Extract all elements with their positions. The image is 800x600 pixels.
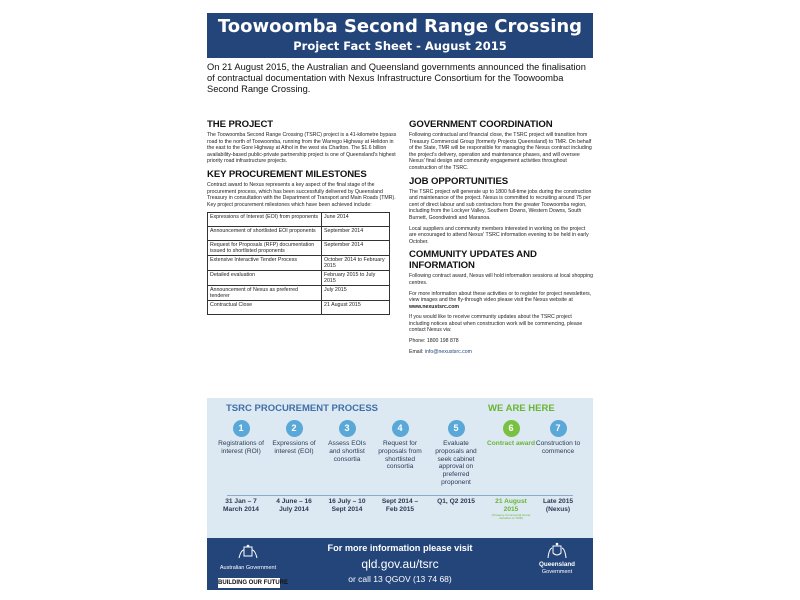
- milestone-item: Expressions of Interest (EOI) from proponents: [208, 213, 322, 227]
- milestone-date: September 2014: [322, 227, 390, 241]
- step-number-circle: 2: [286, 420, 303, 437]
- email-link[interactable]: info@nexustsrc.com: [424, 348, 472, 355]
- table-row: [208, 301, 390, 315]
- table-row: [208, 241, 390, 256]
- step-label: Expressions of interest (EOI): [272, 440, 316, 455]
- jobs-heading: JOB OPPORTUNITIES: [409, 175, 509, 187]
- process-title: TSRC PROCUREMENT PROCESS: [226, 403, 379, 414]
- queensland-label: Queensland: [538, 561, 576, 568]
- step-number-circle: 1: [233, 420, 250, 437]
- community-body-2-text: For more information about these activities or to register for project newsletters, view images and the fly-through video please visit the Nexus website at: [409, 290, 592, 304]
- coordination-body: Following contractual and financial close, the TSRC project will transition from Treasury Commercial Group (formerly Projects Queensland) to TMR. On behalf of the State, TMR will be responsible for managing the Nexus contract including the project's delivery, operation and maintenance phases, and will oversee Nexus' final design and community engagement activities throughout construction of the TSRC.: [409, 132, 592, 171]
- milestone-item: Extensive Interactive Tender Process: [208, 256, 322, 271]
- header-banner: [207, 13, 593, 58]
- milestone-item: Request for Proposals (RFP) documentation issued to shortlisted proponents: [208, 241, 322, 256]
- we-are-here-label: WE ARE HERE: [488, 403, 555, 414]
- website-url[interactable]: qld.gov.au/tsrc: [361, 557, 439, 571]
- milestone-date: 21 August 2015: [322, 301, 390, 315]
- step-label: Construction to commence: [535, 440, 581, 455]
- page-subtitle: Project Fact Sheet - August 2015: [293, 39, 507, 53]
- milestone-date: June 2014: [322, 213, 390, 227]
- intro-paragraph: On 21 August 2015, the Australian and Queensland governments announced the finalisation of contractual documentation with Nexus Infrastructure Consortium for the Toowoomba Second Range Crossing.: [207, 62, 586, 94]
- step-label: Request for proposals from shortlisted consortia: [378, 440, 422, 471]
- qgov-phone: or call 13 QGOV (13 74 68): [348, 574, 452, 584]
- community-body-2: [409, 291, 593, 311]
- community-heading: COMMUNITY UPDATES AND INFORMATION: [409, 249, 537, 272]
- community-body-1: Following contract award, Nexus will hold information sessions at local shopping centres.: [409, 273, 593, 286]
- email-line: [409, 349, 593, 356]
- step-date: 16 July – 10 Sept 2014: [328, 498, 366, 513]
- table-row: [208, 213, 390, 227]
- process-step: [270, 420, 318, 456]
- step-number-circle: 6: [503, 420, 520, 437]
- queensland-coat-of-arms-icon: [546, 542, 568, 560]
- milestone-date: July 2015: [322, 286, 390, 301]
- step-number-circle: 4: [392, 420, 409, 437]
- table-row: [208, 271, 390, 286]
- step-date: Q1, Q2 2015: [437, 498, 475, 505]
- government-label: Government: [541, 569, 573, 575]
- milestones-body: Contract award to Nexus represents a key aspect of the final stage of the procurement process, which has been successfully delivered by Queensland Treasury in consultation with the Department of Transport and Main Roads (TMR). Key project procurement milestones which have been achieved include:: [207, 181, 396, 208]
- milestone-item: Detailed evaluation: [208, 271, 322, 286]
- step-label: Assess EOIs and shortlist consortia: [328, 440, 366, 463]
- step-date: Late 2015 (Nexus): [542, 498, 574, 513]
- nexus-website-link[interactable]: www.nexustsrc.com: [409, 303, 459, 310]
- right-column: [409, 119, 593, 359]
- milestones-table: [207, 212, 390, 315]
- email-label: Email:: [409, 348, 425, 355]
- step-date-note: (Treasury Commercial Group transition to TMR): [491, 512, 531, 521]
- step-number-circle: 3: [339, 420, 356, 437]
- milestone-date: September 2014: [322, 241, 390, 256]
- process-step-current: [487, 420, 535, 448]
- step-label: Registrations of interest (ROI): [218, 440, 264, 455]
- footer-banner: [207, 538, 593, 590]
- community-body-3: If you would like to receive community updates about the TSRC project including notices about when construction work will be commencing, please contact Nexus via:: [409, 314, 583, 334]
- milestone-item: Contractual Close: [208, 301, 322, 315]
- process-step: [323, 420, 371, 463]
- process-step: [376, 420, 424, 471]
- table-row: [208, 256, 390, 271]
- step-date: 4 June – 16 July 2014: [276, 498, 312, 513]
- step-date: 31 Jan – 7 March 2014: [223, 498, 259, 513]
- milestone-date: October 2014 to February 2015: [322, 256, 390, 271]
- table-row: [208, 227, 390, 241]
- more-info-heading: For more information please visit: [327, 543, 473, 553]
- milestone-item: Announcement of shortlisted EOI proponents: [208, 227, 322, 241]
- step-date-text: 21 August 2015: [495, 498, 527, 513]
- milestones-heading: KEY PROCUREMENT MILESTONES: [207, 168, 367, 180]
- process-step: [432, 420, 480, 487]
- step-date-current: [487, 498, 535, 521]
- milestone-item: Announcement of Nexus as preferred tenderer: [208, 286, 322, 301]
- process-divider: [227, 495, 573, 496]
- phone-number: Phone: 1800 198 878: [409, 338, 459, 345]
- step-label: Contract award: [487, 440, 535, 447]
- process-step: [217, 420, 265, 456]
- step-number-circle: 7: [550, 420, 567, 437]
- building-our-future-logo: BUILDING OUR FUTURE: [218, 580, 288, 586]
- procurement-process-band: [207, 398, 593, 538]
- table-row: [208, 286, 390, 301]
- jobs-body-2: Local suppliers and community members interested in working on the project are encouraged to attend Nexus' TSRC information evening to be held in early October.: [409, 225, 589, 245]
- jobs-body-1: The TSRC project will generate up to 1800 full-time jobs during the construction and maintenance of the project. Nexus is committed to recruiting around 75 per cent of direct labour and sub contractors from the greater Toowoomba region, including from the Lockyer Valley, Southern Downs, Western Downs, South Burnett, Goondiwindi and Maranoa.: [409, 188, 592, 221]
- page-title: Toowoomba Second Range Crossing: [217, 16, 583, 37]
- fact-sheet-page: [200, 13, 600, 590]
- project-body: The Toowoomba Second Range Crossing (TSRC) project is a 41-kilometre bypass road to the north of Toowoomba, running from the Warrego Highway at Helidon in the east to the Gore Highway at Athol in the west via Charlton. The $1.6 billion availability-based public-private partnership project is one of Queensland's highest priority road infrastructure projects.: [207, 132, 397, 165]
- step-number-circle: 5: [448, 420, 465, 437]
- left-column: [207, 119, 398, 315]
- australian-government-label: Australian Government: [219, 565, 277, 571]
- step-label: Evaluate proposals and seek cabinet approval on preferred proponent: [435, 440, 477, 486]
- milestone-date: February 2015 to July 2015: [322, 271, 390, 286]
- project-heading: THE PROJECT: [207, 119, 274, 130]
- coordination-heading: GOVERNMENT COORDINATION: [409, 119, 553, 130]
- step-date: Sept 2014 – Feb 2015: [381, 498, 419, 513]
- process-step: [534, 420, 582, 456]
